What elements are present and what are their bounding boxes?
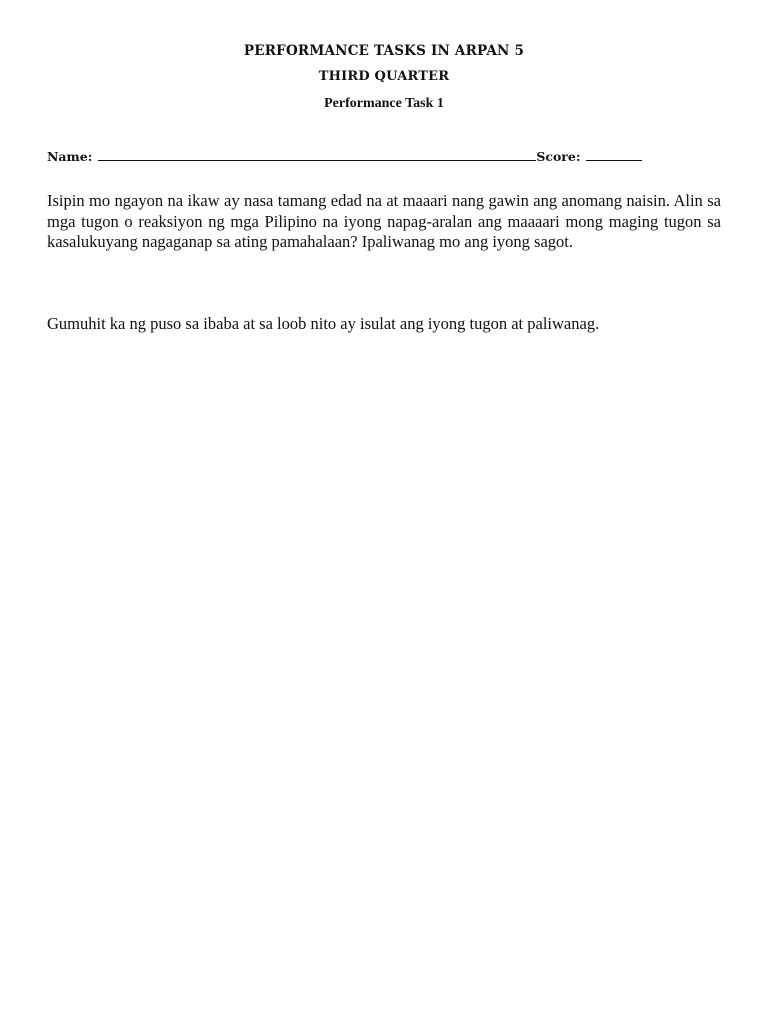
document-title: PERFORMANCE TASKS IN ARPAN 5 [243, 43, 525, 59]
score-field-line[interactable] [586, 148, 642, 161]
name-field-line[interactable] [98, 148, 536, 161]
drawing-instruction-paragraph: Gumuhit ka ng puso sa ibaba at sa loob nito ay isulat ang iyong tugon at paliwanag. [47, 314, 600, 333]
task-label: Performance Task 1 [324, 96, 444, 111]
score-label: Score: [536, 149, 581, 164]
name-label: Name: [47, 149, 93, 164]
document-subtitle: THIRD QUARTER [318, 69, 450, 84]
name-score-row [47, 148, 727, 164]
instruction-paragraph: Isipin mo ngayon na ikaw ay nasa tamang edad na at maaari nang gawin ang anomang naisin. Alin sa mga tugon o reaksiyon ng mga Pilipino na iyong napag-aralan ang maaaari mong maging tugon sa kasalukuyang nagaganap sa ating pamahalaan? Ipaliwanag mo ang iyong sagot. [47, 191, 721, 251]
